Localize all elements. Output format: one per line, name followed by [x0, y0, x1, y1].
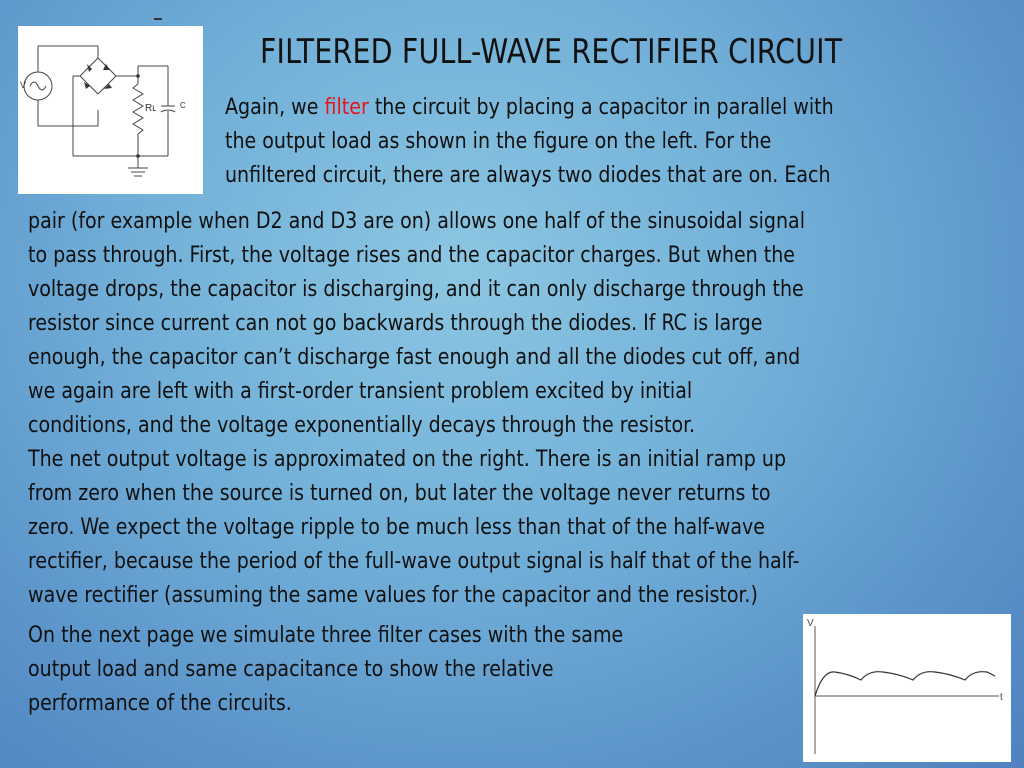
closing-line-3: performance of the circuits. — [28, 690, 292, 716]
source-label: V — [20, 80, 27, 90]
page-title: FILTERED FULL-WAVE RECTIFIER CIRCUIT — [260, 32, 843, 72]
graph-y-label: V — [807, 618, 814, 629]
closing-line-1: On the next page we simulate three filter cases with the same — [28, 622, 624, 648]
body-line-9: from zero when the source is turned on, but later the voltage never returns to — [28, 480, 771, 506]
body-line-6: we again are left with a first-order transient problem excited by initial — [28, 378, 693, 404]
body-line-5: enough, the capacitor can’t discharge fast enough and all the diodes cut off, and — [28, 344, 801, 370]
output-voltage-graph — [803, 614, 1011, 762]
body-line-11: rectifier, because the period of the full-wave output signal is half that of the half- — [28, 548, 800, 574]
body-line-10: zero. We expect the voltage ripple to be much less than that of the half-wave — [28, 514, 766, 540]
decorative-dash — [154, 18, 162, 20]
circuit-schematic — [18, 26, 203, 194]
ripple-waveform — [803, 614, 1011, 762]
body-line-4: resistor since current can not go backwards through the diodes. If RC is large — [28, 310, 763, 336]
body-line-2: to pass through. First, the voltage rises and the capacitor charges. But when the — [28, 242, 795, 268]
intro-line-2: the output load as shown in the figure on the left. For the — [225, 128, 772, 154]
capacitor-label: C — [180, 101, 186, 110]
output-ripple-line — [815, 672, 995, 696]
intro-line-1-pre: Again, we — [225, 94, 325, 120]
resistor-label: Rʟ — [145, 103, 157, 114]
intro-line-3: unfiltered circuit, there are always two diodes that are on. Each — [225, 162, 831, 188]
rectifier-circuit-diagram — [18, 26, 203, 194]
body-line-8: The net output voltage is approximated on the right. There is an initial ramp up — [28, 446, 787, 472]
highlight-word: filter — [324, 94, 369, 120]
intro-line-1-post: the circuit by placing a capacitor in parallel with — [368, 94, 834, 120]
body-line-1: pair (for example when D2 and D3 are on) allows one half of the sinusoidal signal — [28, 208, 805, 234]
closing-line-2: output load and same capacitance to show the relative — [28, 656, 554, 682]
intro-line-1 — [225, 90, 834, 124]
body-line-12: wave rectifier (assuming the same values for the capacitor and the resistor.) — [28, 582, 758, 608]
body-line-3: voltage drops, the capacitor is discharging, and it can only discharge through the — [28, 276, 804, 302]
body-line-7: conditions, and the voltage exponentially decays through the resistor. — [28, 412, 696, 438]
graph-x-label: t — [1000, 692, 1003, 703]
